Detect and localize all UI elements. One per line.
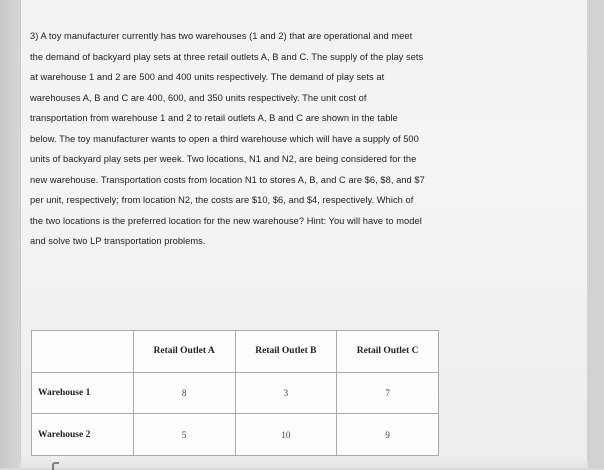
background-left-edge (0, 0, 20, 468)
row-header-warehouse-2: Warehouse 2 (32, 414, 134, 456)
transportation-cost-table (31, 330, 439, 456)
problem-line: at warehouse 1 and 2 are 500 and 400 units respectively. The demand of play sets at (30, 72, 385, 82)
problem-line: new warehouse. Transportation costs from location N1 to stores A, B, and C are $6, $8, and $7 (30, 174, 425, 185)
column-header-retail-outlet-b: Retail Outlet B (235, 331, 337, 373)
cropped-glyph (52, 462, 59, 470)
row-header-warehouse-1: Warehouse 1 (32, 372, 134, 414)
problem-line: units of backyard play sets per week. Two locations, N1 and N2, are being considered for the (30, 154, 417, 164)
cost-cell: 5 (133, 414, 235, 456)
problem-line: below. The toy manufacturer wants to open a third warehouse which will have a supply of 500 (30, 133, 419, 144)
cost-cell: 8 (133, 372, 235, 414)
column-header-retail-outlet-c: Retail Outlet C (337, 331, 439, 373)
problem-statement (30, 26, 506, 252)
table-row-warehouse-1 (32, 372, 439, 414)
cost-cell: 9 (337, 414, 439, 456)
problem-line: 3) A toy manufacturer currently has two warehouses (1 and 2) that are operational and meet (30, 31, 413, 41)
cost-table-container (31, 330, 439, 456)
cost-cell: 10 (235, 414, 337, 456)
cost-cell: 7 (337, 372, 439, 414)
table-header-row (32, 331, 439, 373)
problem-line: the demand of backyard play sets at three retail outlets A, B and C. The supply of the play sets (30, 51, 424, 62)
column-header-retail-outlet-a: Retail Outlet A (133, 331, 235, 373)
table-row-warehouse-2 (32, 414, 439, 456)
problem-line: and solve two LP transportation problems. (30, 236, 206, 246)
problem-line: the two locations is the preferred location for the new warehouse? Hint: You will have to model (30, 215, 422, 226)
background-right-edge (588, 0, 604, 468)
page-bottom-shadow (20, 458, 588, 468)
cost-cell: 3 (235, 372, 337, 414)
problem-line: per unit, respectively; from location N2, the costs are $10, $6, and $4, respectively. Which of (30, 195, 414, 205)
problem-line: transportation from warehouse 1 and 2 to retail outlets A, B and C are shown in the table (30, 113, 398, 123)
problem-line: warehouses A, B and C are 400, 600, and 350 units respectively. The unit cost of (30, 92, 367, 103)
table-corner-cell (32, 331, 134, 373)
